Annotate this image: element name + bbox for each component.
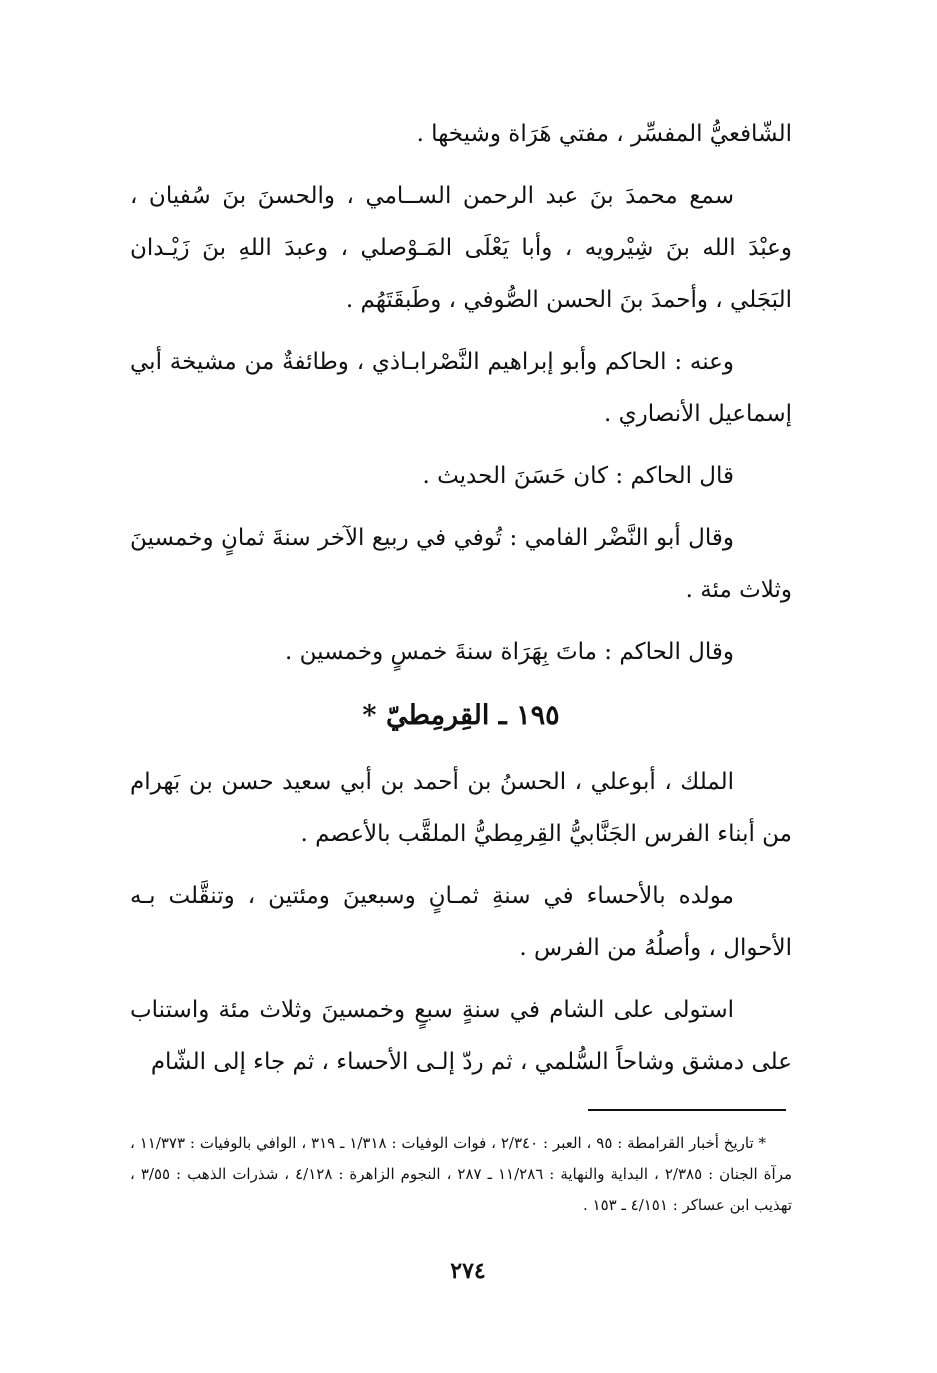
footnote-text: * تاريخ أخبار القرامطة : ٩٥ ، العبر : ٢/٣٤٠ ، فوات الوفيات : ١/٣١٨ ـ ٣١٩ ، الوافي بالوفيات : ١١/٣٧٣ ، مرآة الجنان : ٢/٣٨٥ ، البداية والنهاية : ١١/٢٨٦ ـ ٢٨٧ ، النجوم الزاهرة : ٤/١٢٨ ، شذرات الذهب : ٣/٥٥ ، تهذيب ابن عساكر : ٤/١٥١ ـ ١٥٣ . — [130, 1134, 793, 1214]
paragraph-birth: مولده بالأحساء في سنةِ ثمـانٍ وسبعينَ ومئتين ، وتنقَّلت بـه الأحوال ، وأصلُهُ من الفرس . — [130, 883, 792, 961]
page-number: ٢٧٤ — [450, 1258, 486, 1284]
paragraph-students: وعنه : الحاكم وأبو إبراهيم النَّصْرابـاذي ، وطائفةٌ من مشيخة أبي إسماعيل الأنصاري . — [130, 349, 792, 427]
footnote-divider — [588, 1109, 786, 1111]
paragraph-death-place: وقال الحاكم : ماتَ بِهَرَاة سنةَ خمسٍ وخمسين . — [285, 639, 734, 665]
paragraph-continuation: الشّافعيُّ المفسِّر ، مفتي هَرَاة وشيخها . — [416, 121, 792, 147]
paragraph-conquest: استولى على الشام في سنةٍ سبعٍ وخمسينَ وثلاث مئة واستناب على دمشق وشاحاً السُّلمي ، ثم ردّ إلـى الأحساء ، ثم جاء إلى الشّام — [130, 997, 792, 1075]
main-text — [130, 108, 792, 1098]
entry-heading: ١٩٥ ـ القِرمِطيّ * — [362, 700, 560, 731]
paragraph-hakim-quote: قال الحاكم : كان حَسَنَ الحديث . — [422, 463, 734, 489]
paragraph-teachers: سمع محمدَ بنَ عبد الرحمن الســامي ، والحسنَ بنَ سُفيان ، وعبْدَ الله بنَ شِيْرويه ، وأبا يَعْلَى المَـوْصلي ، وعبدَ اللهِ بنَ زَيْـدان البَجَلي ، وأحمدَ بنَ الحسن الصُّوفي ، وطَبقَتَهُم . — [130, 183, 792, 313]
footnote — [130, 1128, 792, 1221]
paragraph-death-date: وقال أبو النَّضْر الفامي : تُوفي في ربيع الآخر سنةَ ثمانٍ وخمسينَ وثلاث مئة . — [130, 525, 792, 603]
paragraph-lineage: الملك ، أبوعلي ، الحسنُ بن أحمد بن أبي سعيد حسن بن بَهرام من أبناء الفرس الجَنَّابيُّ القِرمِطيُّ الملقَّب بالأعصم . — [130, 769, 792, 847]
